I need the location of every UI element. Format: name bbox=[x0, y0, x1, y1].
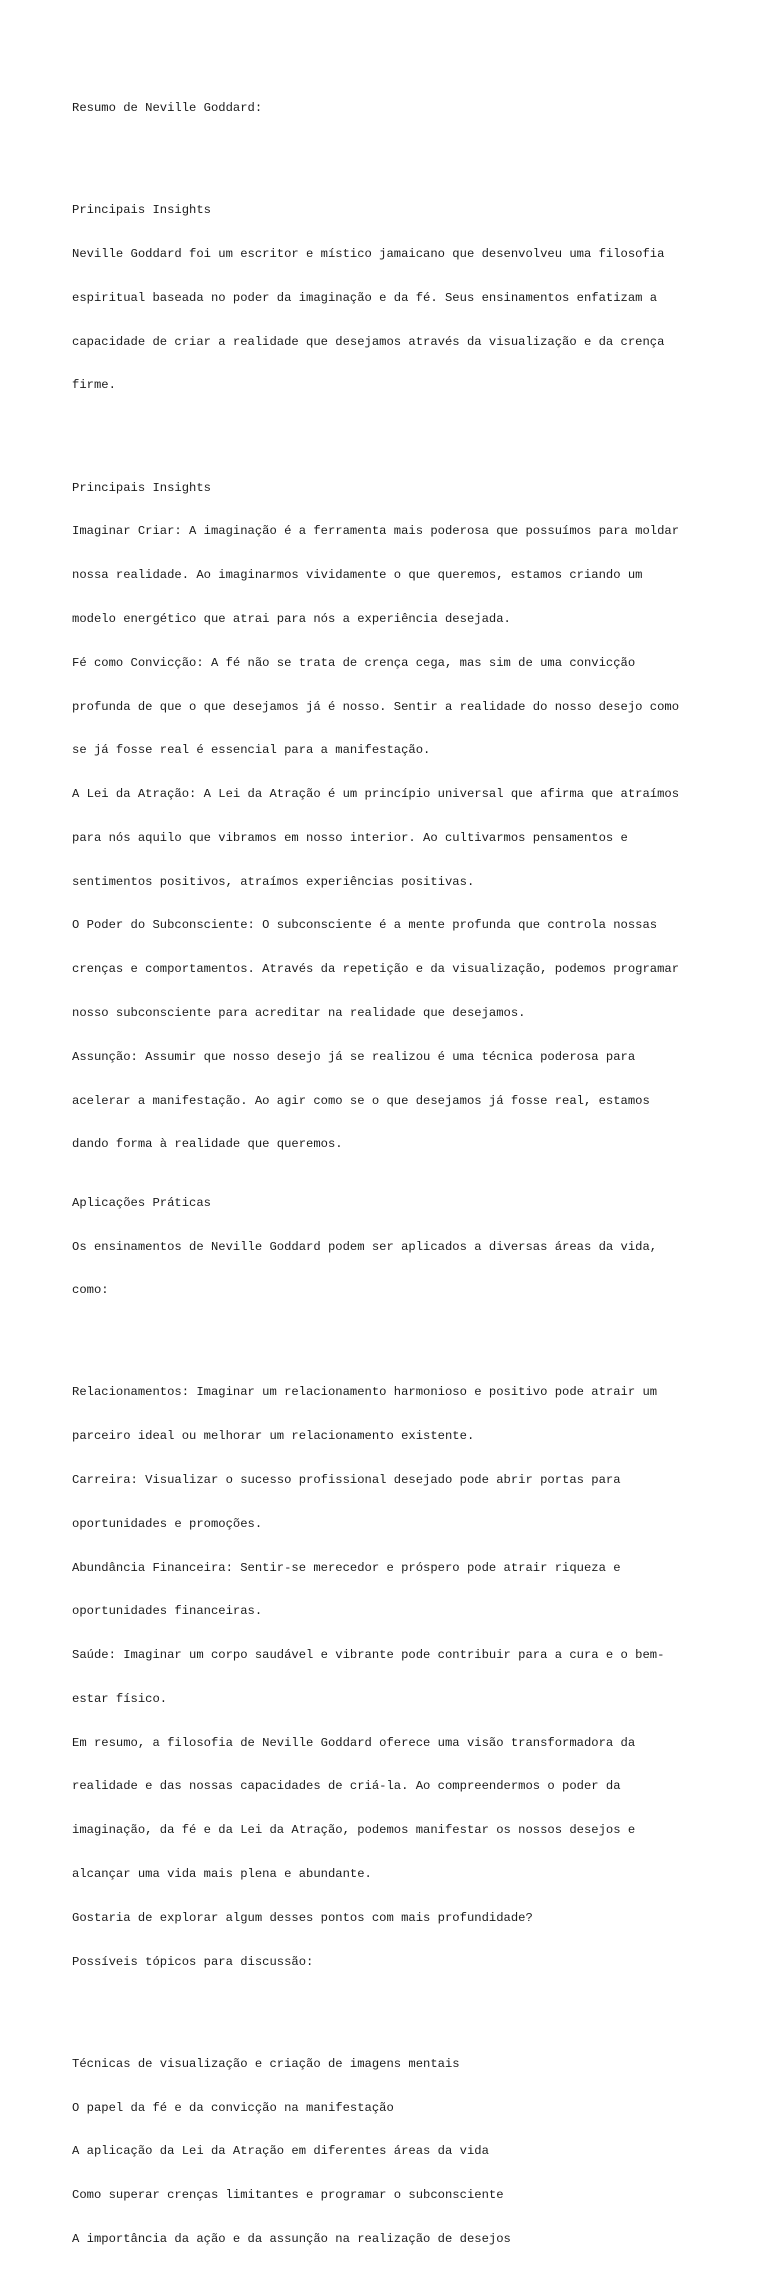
paragraph-line: parceiro ideal ou melhorar um relacionamento existente. bbox=[72, 1429, 475, 1444]
spacer bbox=[72, 1327, 712, 1342]
paragraph-line: Fé como Convicção: A fé não se trata de crença cega, mas sim de uma convicção bbox=[72, 655, 636, 670]
paragraph-line: Gostaria de explorar algum desses pontos com mais profundidade? bbox=[72, 1910, 533, 1925]
paragraph-line: espiritual baseada no poder da imaginação e da fé. Seus ensinamentos enfatizam a bbox=[72, 290, 658, 305]
paragraph-line: estar físico. bbox=[72, 1691, 168, 1706]
section-heading: Principais Insights bbox=[72, 203, 211, 218]
paragraph-line: firme. bbox=[72, 378, 116, 393]
paragraph-line: modelo energético que atrai para nós a experiência desejada. bbox=[72, 611, 511, 626]
document-title: Resumo de Neville Goddard: bbox=[72, 101, 263, 116]
topic-item: A importância da ação e da assunção na realização de desejos bbox=[72, 2231, 511, 2246]
paragraph-line: Possíveis tópicos para discussão: bbox=[72, 1954, 314, 1969]
paragraph-line: imaginação, da fé e da Lei da Atração, podemos manifestar os nossos desejos e bbox=[72, 1823, 636, 1838]
paragraph-line: Neville Goddard foi um escritor e místico jamaicano que desenvolveu uma filosofia bbox=[72, 247, 665, 262]
paragraph-line: profunda de que o que desejamos já é nosso. Sentir a realidade do nosso desejo como bbox=[72, 699, 680, 714]
paragraph-line: sentimentos positivos, atraímos experiências positivas. bbox=[72, 874, 475, 889]
paragraph-line: realidade e das nossas capacidades de criá-la. Ao compreendermos o poder da bbox=[72, 1779, 621, 1794]
paragraph-line: Assunção: Assumir que nosso desejo já se realizou é uma técnica poderosa para bbox=[72, 1049, 636, 1064]
topic-item: Como superar crenças limitantes e programar o subconsciente bbox=[72, 2188, 504, 2203]
spacer bbox=[72, 145, 712, 160]
paragraph-line: oportunidades financeiras. bbox=[72, 1604, 263, 1619]
document-body bbox=[72, 72, 712, 2276]
paragraph-line: Relacionamentos: Imaginar um relacionamento harmonioso e positivo pode atrair um bbox=[72, 1385, 658, 1400]
topic-item: Técnicas de visualização e criação de imagens mentais bbox=[72, 2056, 460, 2071]
paragraph-line: se já fosse real é essencial para a manifestação. bbox=[72, 743, 431, 758]
paragraph-line: oportunidades e promoções. bbox=[72, 1516, 263, 1531]
topic-item: A aplicação da Lei da Atração em diferentes áreas da vida bbox=[72, 2144, 489, 2159]
paragraph-line: Em resumo, a filosofia de Neville Goddard oferece uma visão transformadora da bbox=[72, 1735, 636, 1750]
section-heading: Principais Insights bbox=[72, 480, 211, 495]
spacer bbox=[72, 1998, 712, 2013]
paragraph-line: acelerar a manifestação. Ao agir como se o que desejamos já fosse real, estamos bbox=[72, 1093, 650, 1108]
paragraph-line: como: bbox=[72, 1283, 109, 1298]
paragraph-line: dando forma à realidade que queremos. bbox=[72, 1137, 343, 1152]
paragraph-line: O Poder do Subconsciente: O subconsciente é a mente profunda que controla nossas bbox=[72, 918, 658, 933]
paragraph-line: Imaginar Criar: A imaginação é a ferramenta mais poderosa que possuímos para moldar bbox=[72, 524, 680, 539]
paragraph-line: capacidade de criar a realidade que desejamos através da visualização e da crença bbox=[72, 334, 665, 349]
paragraph-line: nossa realidade. Ao imaginarmos vividamente o que queremos, estamos criando um bbox=[72, 568, 643, 583]
paragraph-line: Carreira: Visualizar o sucesso profissional desejado pode abrir portas para bbox=[72, 1473, 621, 1487]
paragraph-line: Saúde: Imaginar um corpo saudável e vibrante pode contribuir para a cura e o bem- bbox=[72, 1648, 665, 1663]
spacer bbox=[72, 422, 712, 437]
paragraph-line: Abundância Financeira: Sentir-se merecedor e próspero pode atrair riqueza e bbox=[72, 1560, 621, 1575]
paragraph-line: crenças e comportamentos. Através da repetição e da visualização, podemos programar bbox=[72, 962, 680, 977]
section-heading: Aplicações Práticas bbox=[72, 1195, 211, 1210]
paragraph-line: alcançar uma vida mais plena e abundante. bbox=[72, 1867, 372, 1882]
paragraph-line: Os ensinamentos de Neville Goddard podem ser aplicados a diversas áreas da vida, bbox=[72, 1239, 658, 1254]
paragraph-line: nosso subconsciente para acreditar na realidade que desejamos. bbox=[72, 1006, 526, 1020]
paragraph-line: A Lei da Atração: A Lei da Atração é um princípio universal que afirma que atraímos bbox=[72, 787, 680, 802]
paragraph-line: para nós aquilo que vibramos em nosso interior. Ao cultivarmos pensamentos e bbox=[72, 830, 628, 845]
topic-item: O papel da fé e da convicção na manifestação bbox=[72, 2100, 394, 2115]
